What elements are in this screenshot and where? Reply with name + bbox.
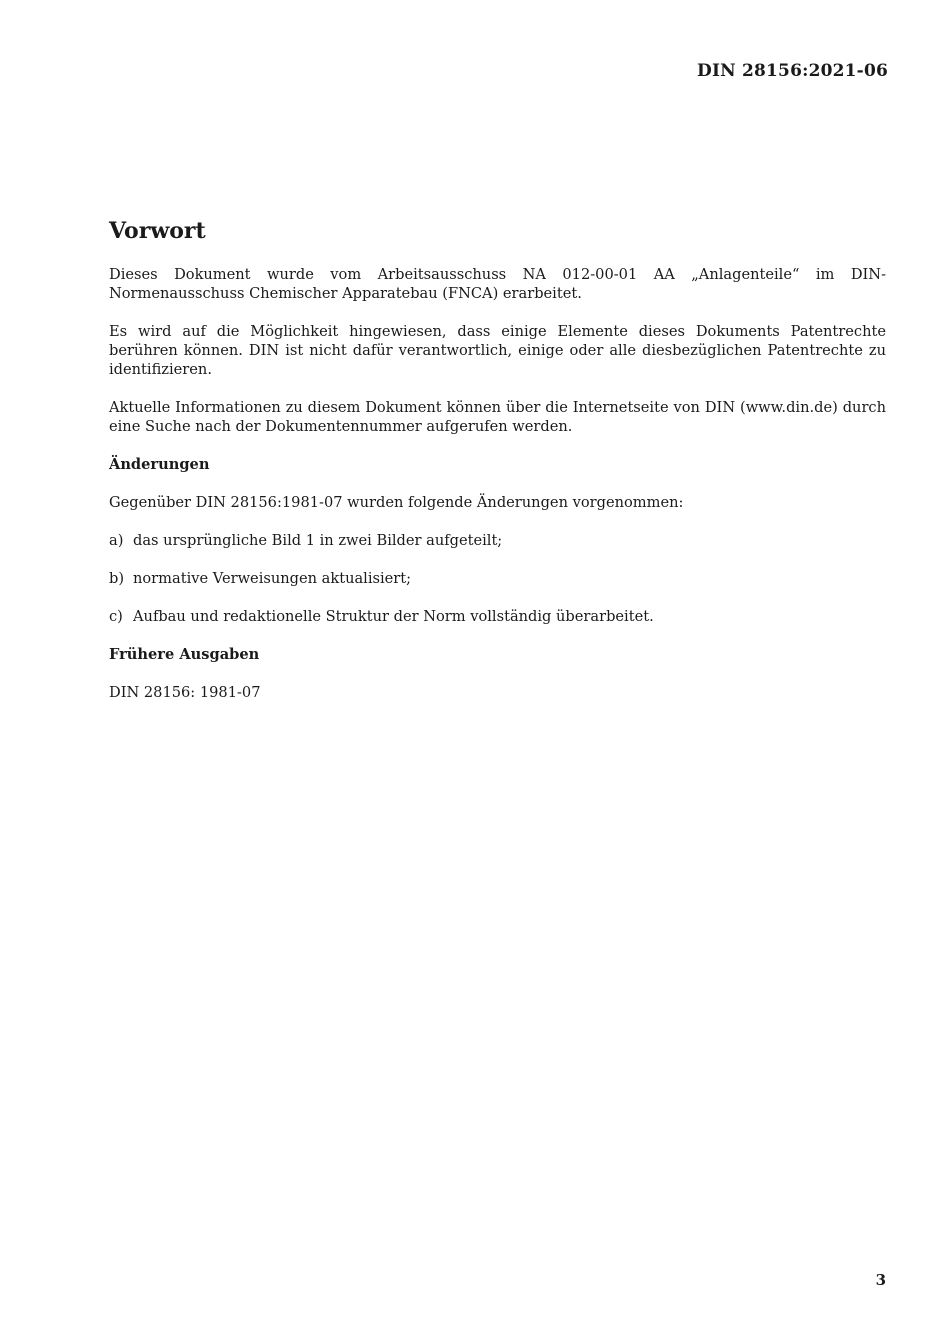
page-title: Vorwort bbox=[109, 218, 206, 244]
list-item-text: das ursprüngliche Bild 1 in zwei Bilder aufgeteilt; bbox=[133, 532, 503, 549]
page-content bbox=[109, 216, 886, 721]
previous-editions-heading: Frühere Ausgaben bbox=[109, 646, 260, 663]
previous-editions-text: DIN 28156: 1981-07 bbox=[109, 684, 261, 701]
changes-heading: Änderungen bbox=[109, 456, 210, 473]
changes-intro: Gegenüber DIN 28156:1981-07 wurden folgende Änderungen vorgenommen: bbox=[109, 494, 684, 511]
list-marker: b) bbox=[109, 570, 125, 587]
list-marker: c) bbox=[109, 608, 123, 625]
list-item-text: Aufbau und redaktionelle Struktur der Norm vollständig überarbeitet. bbox=[133, 608, 654, 625]
list-item-text: normative Verweisungen aktualisiert; bbox=[133, 570, 412, 587]
document-id: DIN 28156:2021-06 bbox=[697, 61, 888, 81]
page-number: 3 bbox=[875, 1271, 886, 1289]
list-item bbox=[109, 607, 886, 626]
list-marker: a) bbox=[109, 532, 124, 549]
list-item bbox=[109, 569, 886, 588]
paragraph-committee: Dieses Dokument wurde vom Arbeitsausschuss NA 012-00-01 AA „Anlagenteile“ im DIN-Normenausschuss Chemischer Apparatebau (FNCA) erarbeitet. bbox=[109, 266, 886, 302]
paragraph-patent-notice: Es wird auf die Möglichkeit hingewiesen, dass einige Elemente dieses Dokuments Patentrechte berühren können. DIN ist nicht dafür verantwortlich, einige oder alle diesbezüglichen Patentrechte zu identifizieren. bbox=[109, 323, 886, 378]
paragraph-information: Aktuelle Informationen zu diesem Dokument können über die Internetseite von DIN (www.din.de) durch eine Suche nach der Dokumentennummer aufgerufen werden. bbox=[109, 399, 886, 435]
list-item bbox=[109, 531, 886, 550]
changes-list bbox=[109, 531, 886, 626]
